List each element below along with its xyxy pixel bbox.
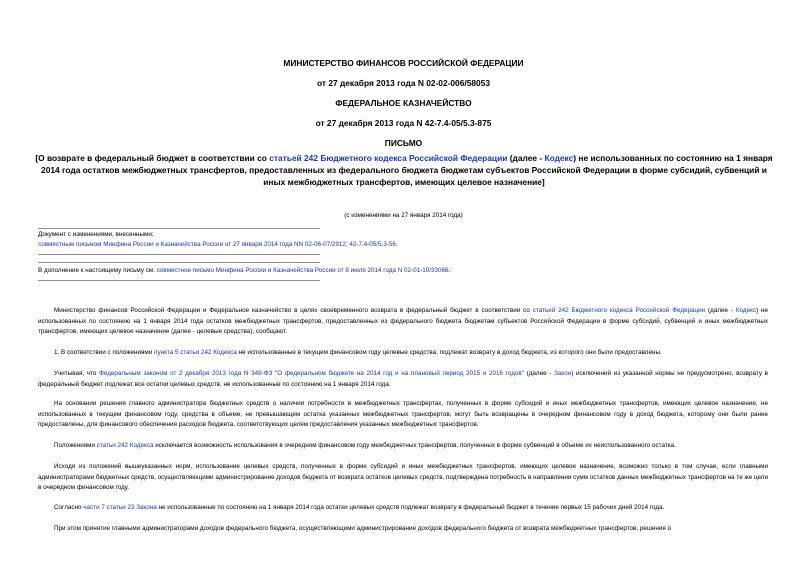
treasury-heading: ФЕДЕРАЛЬНОЕ КАЗНАЧЕЙСТВО <box>335 98 472 108</box>
paragraph-text: ) не использованных по состоянию на 1 января 2014 года остатков межбюджетных трансфертов, предоставленных из федерального бюджета бюджетам субъектов Российской Федерации в форме субсидий, субвенций и иных межбюджетных трансфертов, имеющих целевое назначение (далее - целевые средства), сообщают. <box>38 307 769 335</box>
paragraph-4 <box>38 441 768 452</box>
title-text: [О возврате в федеральный бюджет в соответствии со <box>35 153 270 163</box>
paragraph-text: Учитывая, что <box>54 370 100 377</box>
divider <box>38 280 320 281</box>
edition-note: (с изменениями на 27 января 2014 года) <box>344 212 463 219</box>
link-part-7-article-23[interactable]: части 7 статьи 23 Закона <box>83 504 157 511</box>
addition-note <box>38 266 450 276</box>
link-point-5-article-242[interactable]: пункта 5 статьи 242 Кодекса <box>154 349 237 356</box>
paragraph-text: Согласно <box>54 504 84 511</box>
title-text: (далее - <box>507 153 545 163</box>
paragraph-text: ) исключений из указанной нормы не предусмотрено, возврату в федеральный бюджет подлежат все остатки целевых средств, не использованные по состоянию на 1 января 2014 года. <box>38 370 769 388</box>
paragraph-text: (далее - <box>523 370 555 377</box>
paragraph-5: Исходя из положений вышеуказанных норм, использование целевых средств, полученных в форме субсидий и иных межбюджетных трансфертов, имеющих целевое назначение, возможно только в том случае, если главными администраторами бюджетных средств, осуществляющими администрирование доходов бюджета от возврата остатков целевых средств, подтверждена потребность в направлении сумм остатков данных межбюджетных трансфертов на те же цели в очередном финансовом году. <box>38 463 768 491</box>
document-title <box>34 152 774 188</box>
divider <box>38 228 320 229</box>
ministry-date: от 27 декабря 2013 года N 02-02-006/58053 <box>316 78 490 88</box>
paragraph-7: При этом принятие главными администраторами доходов федерального бюджета, осуществляющими администрирование доходов федерального бюджета от возврата межбюджетных трансфертов, решения о <box>54 525 672 532</box>
title-text: ) не использованных по состоянию на 1 января 2014 года остатков межбюджетных трансфертов, предоставленных из федерального бюджета бюджетам субъектов Российской Федерации в форме субсидий, субвенций и иных межбюджетных трансфертов, имеющих целевое назначение] <box>41 153 773 187</box>
paragraph-text: Министерство финансов Российской Федерации и Федеральное казначейство в целях своевременного возврата в федеральный бюджет в соответствии со <box>54 307 533 314</box>
addition-link[interactable]: совместное письмо Минфина России и Казначейства России от 8 июля 2014 года N 02-01-10/33066 <box>156 267 449 274</box>
paragraph-text: исключается возможность использования в очередном финансовом году межбюджетных трансфертов, полученных в форме субвенций в объеме их неиспользованного остатка. <box>153 442 676 449</box>
paragraph-6 <box>38 503 768 514</box>
link-federal-law[interactable]: Федеральным законом от 2 декабря 2013 года N 349-ФЗ "О федеральном бюджете на 2014 год и на плановый период 2015 и 2016 годов" <box>99 370 524 377</box>
addition-end: . <box>448 267 451 274</box>
paragraph-1 <box>38 348 768 359</box>
paragraph-text: Положениями <box>54 442 97 449</box>
document-type: ПИСЬМО <box>384 138 423 148</box>
link-code[interactable]: Кодекс <box>735 307 757 314</box>
addition-text: В дополнение к настоящему письму см. <box>38 267 157 274</box>
paragraph-text: не использованные по состоянию на 1 января 2014 года остатки целевых средств подлежат возврату в федеральный бюджет в течение первых 15 рабочих дней 2014 года. <box>156 504 665 511</box>
title-link-code[interactable]: Кодекс <box>544 153 574 163</box>
changes-label: Документ с изменениями, внесенными: <box>38 231 154 238</box>
paragraph-intro <box>38 306 768 338</box>
divider <box>38 262 320 263</box>
treasury-date: от 27 декабря 2013 года N 42-7.4-05/5.3-875 <box>315 118 492 128</box>
paragraph-2 <box>38 369 768 390</box>
link-law[interactable]: Закон <box>554 370 572 377</box>
title-link-article-242[interactable]: статьей 242 Бюджетного кодекса Российской Федерации <box>269 153 508 163</box>
paragraph-3: На основании решения главного администратора бюджетных средств о наличии потребности в межбюджетных трансфертах, полученных в форме субсидий и иных межбюджетных трансфертов, имеющих целевое назначение, не использованных в текущем финансовом году, средства в объеме, не превышающем остатка указанных межбюджетных трансфертов, могут быть возвращены в очередном финансовом году в доход бюджета, которому они были ранее предоставлены, для финансового обеспечения расходов бюджета, соответствующих целям предоставления указанных межбюджетных трансфертов. <box>38 400 768 428</box>
ministry-heading: МИНИСТЕРСТВО ФИНАНСОВ РОССИЙСКОЙ ФЕДЕРАЦИИ <box>283 58 524 68</box>
link-article-242-code[interactable]: статьи 242 Кодекса <box>96 442 154 449</box>
link-article-242[interactable]: статьей 242 Бюджетного кодекса Российской Федерации <box>532 307 706 314</box>
paragraph-text: (далее - <box>705 307 736 314</box>
paragraph-text: не использованные в текущем финансовом году целевые средства, подлежат возврату в доход бюджета, из которого они были предоставлены. <box>236 349 662 356</box>
changes-link[interactable]: совместным письмом Минфина России и Казначейства России от 27 января 2014 года NN 02-06-07/2912; 42-7.4-05/5.3-56. <box>38 241 398 248</box>
paragraph-text: 1. В соответствии с положениями <box>54 349 155 356</box>
divider <box>38 254 320 255</box>
